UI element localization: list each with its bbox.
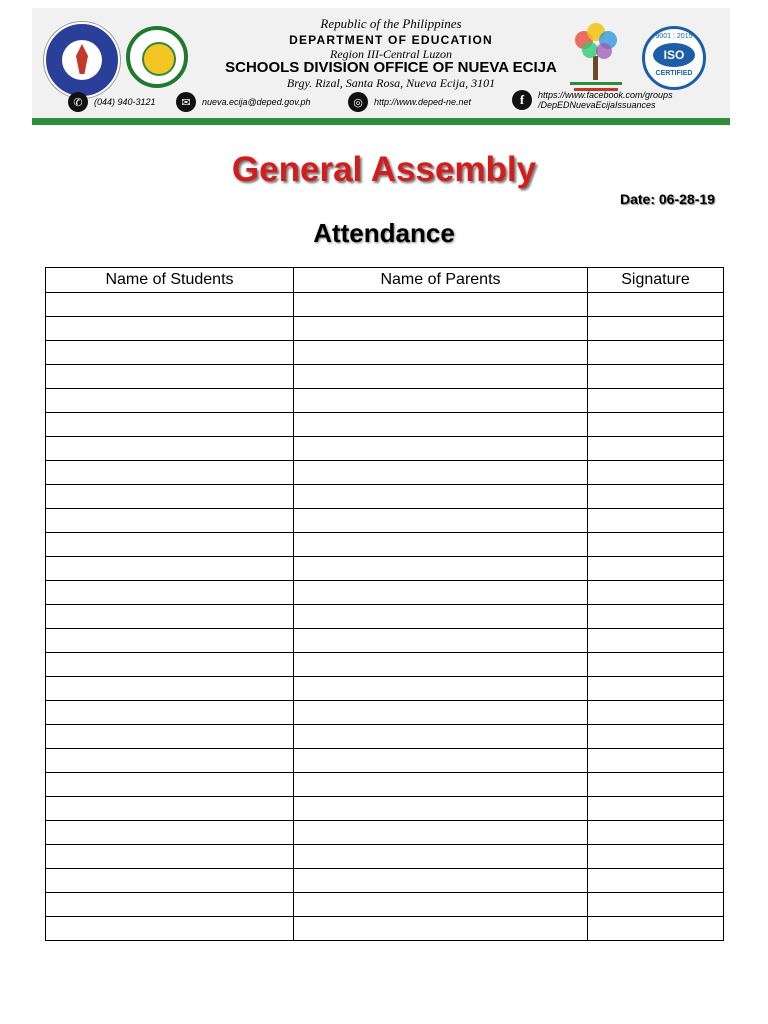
student-name-cell[interactable] [46, 461, 294, 485]
table-row [46, 413, 724, 437]
signature-cell[interactable] [588, 533, 724, 557]
signature-cell[interactable] [588, 845, 724, 869]
signature-cell[interactable] [588, 653, 724, 677]
student-name-cell[interactable] [46, 365, 294, 389]
student-name-cell[interactable] [46, 485, 294, 509]
student-name-cell[interactable] [46, 845, 294, 869]
parent-name-cell[interactable] [294, 557, 588, 581]
signature-cell[interactable] [588, 629, 724, 653]
signature-cell[interactable] [588, 365, 724, 389]
student-name-cell[interactable] [46, 557, 294, 581]
student-name-cell[interactable] [46, 893, 294, 917]
parent-name-cell[interactable] [294, 437, 588, 461]
signature-cell[interactable] [588, 677, 724, 701]
parent-name-cell[interactable] [294, 581, 588, 605]
iso-standard: 9001 : 2015 [655, 33, 693, 40]
header-office: SCHOOLS DIVISION OFFICE OF NUEVA ECIJA [225, 59, 557, 76]
parent-name-cell[interactable] [294, 413, 588, 437]
table-row [46, 725, 724, 749]
student-name-cell[interactable] [46, 581, 294, 605]
column-header-parents: Name of Parents [294, 268, 588, 293]
table-header-row [46, 268, 724, 293]
student-name-cell[interactable] [46, 317, 294, 341]
table-row [46, 461, 724, 485]
student-name-cell[interactable] [46, 437, 294, 461]
signature-cell[interactable] [588, 413, 724, 437]
parent-name-cell[interactable] [294, 629, 588, 653]
table-row [46, 629, 724, 653]
signature-cell[interactable] [588, 821, 724, 845]
signature-cell[interactable] [588, 581, 724, 605]
signature-cell[interactable] [588, 437, 724, 461]
signature-cell[interactable] [588, 797, 724, 821]
table-row [46, 845, 724, 869]
signature-cell[interactable] [588, 461, 724, 485]
iso-mark: ISO [653, 43, 695, 67]
parent-name-cell[interactable] [294, 533, 588, 557]
table-row [46, 605, 724, 629]
table-row [46, 365, 724, 389]
mail-icon: ✉ [176, 92, 196, 112]
signature-cell[interactable] [588, 509, 724, 533]
table-row [46, 869, 724, 893]
document-subtitle: Attendance [313, 218, 455, 248]
signature-cell[interactable] [588, 773, 724, 797]
table-row [46, 389, 724, 413]
table-row [46, 773, 724, 797]
table-row [46, 653, 724, 677]
column-header-students: Name of Students [46, 268, 294, 293]
document-title: General Assembly [231, 150, 537, 189]
parent-name-cell[interactable] [294, 797, 588, 821]
student-name-cell[interactable] [46, 509, 294, 533]
parent-name-cell[interactable] [294, 677, 588, 701]
parent-name-cell[interactable] [294, 317, 588, 341]
contact-phone [68, 92, 156, 112]
signature-cell[interactable] [588, 725, 724, 749]
column-header-signature: Signature [588, 268, 724, 293]
phone-icon: ✆ [68, 92, 88, 112]
student-name-cell[interactable] [46, 749, 294, 773]
parent-name-cell[interactable] [294, 725, 588, 749]
student-name-cell[interactable] [46, 389, 294, 413]
phone-text: (044) 940-3121 [94, 97, 156, 107]
table-row [46, 749, 724, 773]
table-row [46, 797, 724, 821]
facebook-link-line2: /DepEDNuevaEcijaIssuances [538, 100, 656, 110]
table-row [46, 509, 724, 533]
signature-cell[interactable] [588, 389, 724, 413]
table-row [46, 821, 724, 845]
parent-name-cell[interactable] [294, 701, 588, 725]
parent-name-cell[interactable] [294, 749, 588, 773]
signature-cell[interactable] [588, 701, 724, 725]
deped-seal-logo [44, 22, 120, 98]
parent-name-cell[interactable] [294, 509, 588, 533]
table-row [46, 317, 724, 341]
table-row [46, 677, 724, 701]
website-text: http://www.deped-ne.net [374, 97, 472, 107]
parent-name-cell[interactable] [294, 293, 588, 317]
table-row [46, 701, 724, 725]
signature-cell[interactable] [588, 341, 724, 365]
student-name-cell[interactable] [46, 821, 294, 845]
student-name-cell[interactable] [46, 533, 294, 557]
header-republic: Republic of the Philippines [320, 16, 462, 31]
email-text: nueva.ecija@deped.gov.ph [202, 97, 311, 107]
attendance-table [45, 267, 724, 941]
parent-name-cell[interactable] [294, 869, 588, 893]
parent-name-cell[interactable] [294, 461, 588, 485]
header-department: DEPARTMENT OF EDUCATION [289, 33, 493, 47]
table-row [46, 533, 724, 557]
table-row [46, 917, 724, 941]
student-name-cell[interactable] [46, 917, 294, 941]
contact-email [176, 92, 311, 112]
student-name-cell[interactable] [46, 773, 294, 797]
parent-name-cell[interactable] [294, 773, 588, 797]
parent-name-cell[interactable] [294, 605, 588, 629]
division-seal-logo [126, 26, 188, 88]
signature-cell[interactable] [588, 317, 724, 341]
signature-cell[interactable] [588, 869, 724, 893]
student-name-cell[interactable] [46, 677, 294, 701]
contact-website [348, 92, 471, 112]
facebook-link-line1: https://www.facebook.com/groups [538, 90, 673, 100]
student-name-cell[interactable] [46, 413, 294, 437]
table-row [46, 557, 724, 581]
signature-cell[interactable] [588, 293, 724, 317]
signature-cell[interactable] [588, 917, 724, 941]
table-row [46, 893, 724, 917]
parent-name-cell[interactable] [294, 365, 588, 389]
parent-name-cell[interactable] [294, 653, 588, 677]
document-date: Date: 06-28-19 [620, 191, 715, 207]
iso-certified: CERTIFIED [655, 70, 693, 77]
student-name-cell[interactable] [46, 653, 294, 677]
parent-name-cell[interactable] [294, 821, 588, 845]
signature-cell[interactable] [588, 485, 724, 509]
greater-heights-logo [562, 20, 630, 98]
signature-cell[interactable] [588, 749, 724, 773]
contact-facebook [512, 90, 673, 110]
student-name-cell[interactable] [46, 605, 294, 629]
table-row [46, 341, 724, 365]
parent-name-cell[interactable] [294, 917, 588, 941]
table-row [46, 437, 724, 461]
globe-icon: ◎ [348, 92, 368, 112]
table-row [46, 485, 724, 509]
accent-divider [32, 118, 730, 125]
signature-cell[interactable] [588, 557, 724, 581]
student-name-cell[interactable] [46, 869, 294, 893]
facebook-icon: f [512, 90, 532, 110]
parent-name-cell[interactable] [294, 341, 588, 365]
table-row [46, 581, 724, 605]
student-name-cell[interactable] [46, 701, 294, 725]
student-name-cell[interactable] [46, 797, 294, 821]
header-region: Region III-Central Luzon [330, 47, 452, 61]
parent-name-cell[interactable] [294, 485, 588, 509]
parent-name-cell[interactable] [294, 893, 588, 917]
student-name-cell[interactable] [46, 725, 294, 749]
student-name-cell[interactable] [46, 341, 294, 365]
student-name-cell[interactable] [46, 629, 294, 653]
table-row [46, 293, 724, 317]
header-address: Brgy. Rizal, Santa Rosa, Nueva Ecija, 3101 [286, 76, 496, 90]
parent-name-cell[interactable] [294, 389, 588, 413]
student-name-cell[interactable] [46, 293, 294, 317]
signature-cell[interactable] [588, 893, 724, 917]
iso-certified-logo [642, 26, 706, 90]
attendance-rows [46, 293, 724, 941]
parent-name-cell[interactable] [294, 845, 588, 869]
signature-cell[interactable] [588, 605, 724, 629]
